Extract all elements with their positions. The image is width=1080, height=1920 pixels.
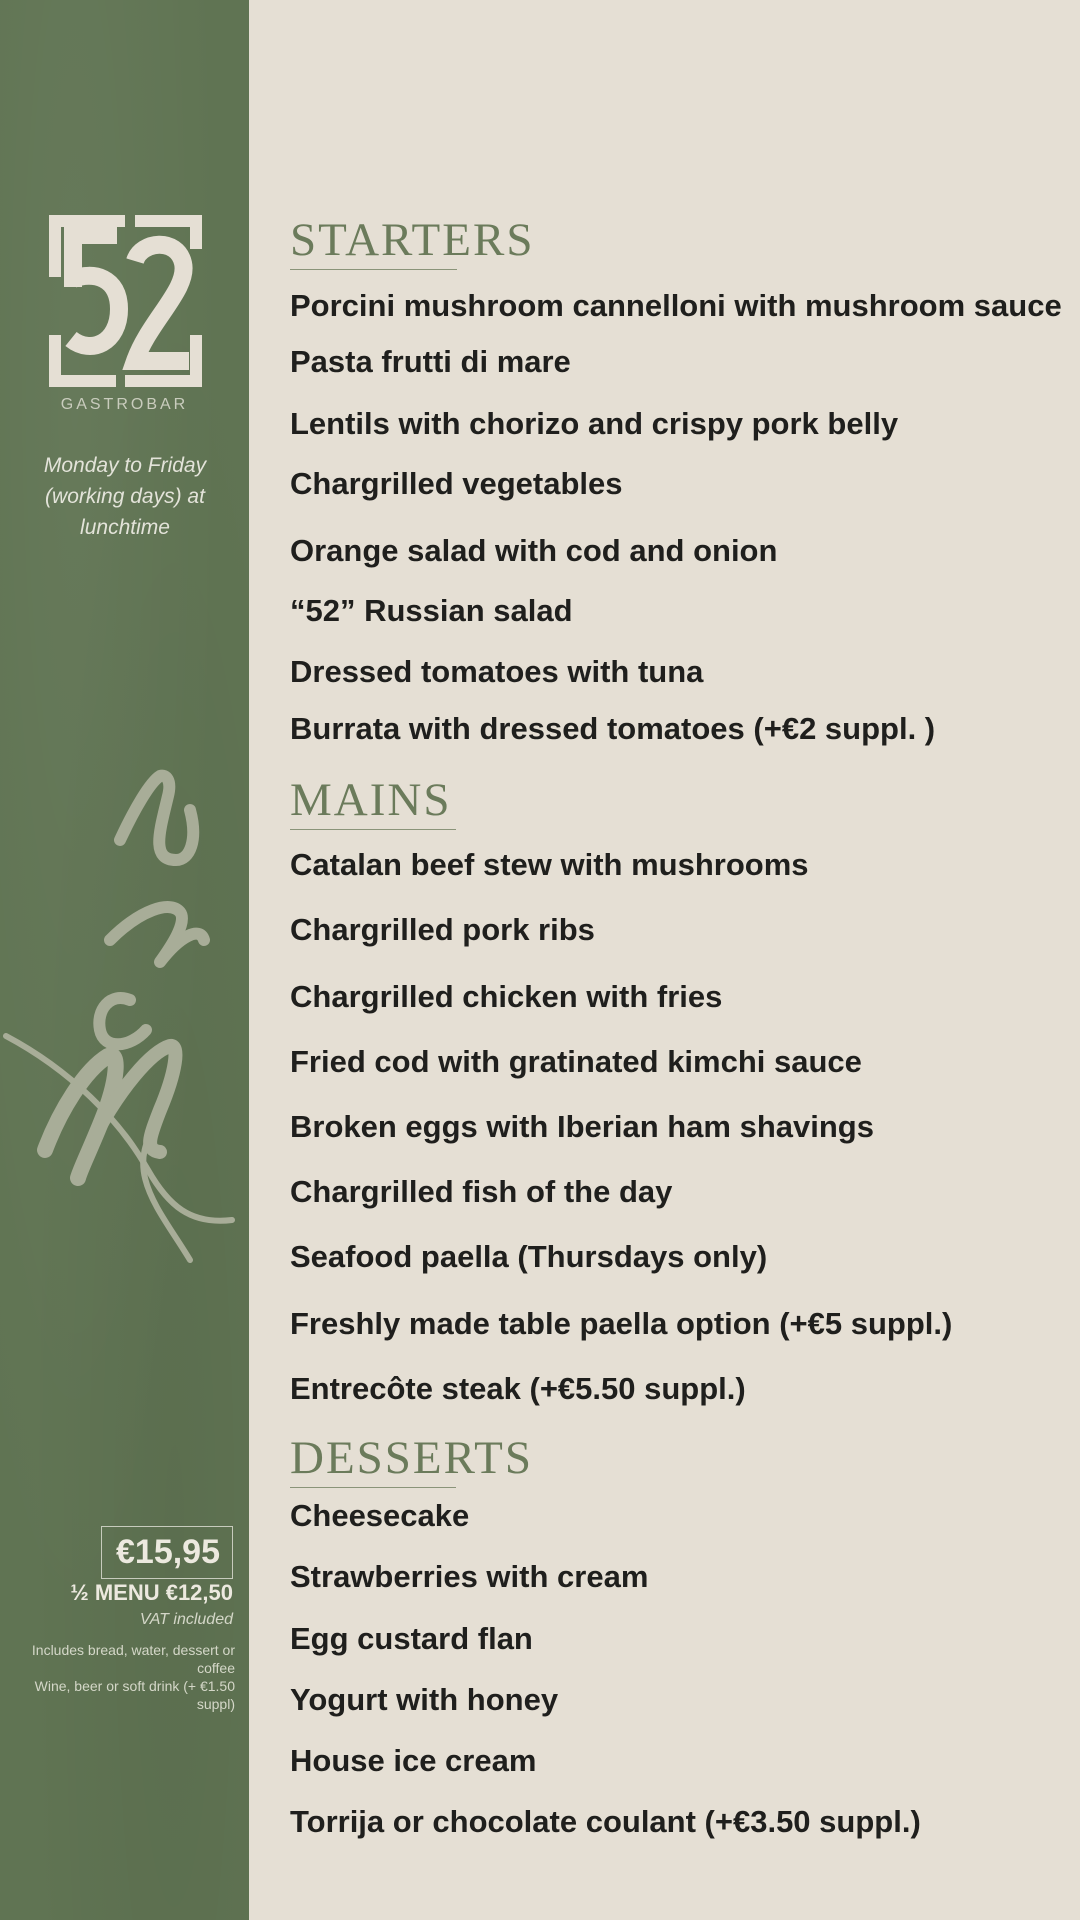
schedule-text: Monday to Friday (working days) at lunchtime <box>43 454 207 539</box>
menu-script-title <box>0 700 249 1300</box>
menu-item: Entrecôte steak (+€5.50 suppl.) <box>290 1371 746 1406</box>
menu-item: Cheesecake <box>290 1498 470 1533</box>
logo <box>49 215 202 387</box>
menu-item: House ice cream <box>290 1743 537 1778</box>
menu-item: Orange salad with cod and onion <box>290 533 778 568</box>
half-menu-price: ½ MENU €12,50 <box>70 1580 233 1605</box>
sidebar <box>0 0 249 1920</box>
vat-note: VAT included <box>139 1611 233 1628</box>
menu-item: Freshly made table paella option (+€5 suppl.) <box>290 1306 953 1341</box>
menu-item: Seafood paella (Thursdays only) <box>290 1239 768 1274</box>
price-badge: €15,95 <box>101 1526 233 1579</box>
menu-item: Fried cod with gratinated kimchi sauce <box>290 1044 862 1079</box>
section-title-desserts <box>290 1433 533 1483</box>
includes-note <box>20 1641 235 1713</box>
logo-caption: GASTROBAR <box>60 396 189 413</box>
menu-item: Dressed tomatoes with tuna <box>290 654 704 689</box>
menu-item: Torrija or chocolate coulant (+€3.50 suppl.) <box>290 1804 921 1839</box>
menu-item: Yogurt with honey <box>290 1682 559 1717</box>
menu-item: Lentils with chorizo and crispy pork belly <box>290 406 899 441</box>
includes-line: Wine, beer or soft drink (+ €1.50 suppl) <box>34 1678 235 1712</box>
menu-item: Chargrilled chicken with fries <box>290 979 723 1014</box>
section-title-text: DESSERTS <box>290 1432 534 1484</box>
menu-item: Chargrilled fish of the day <box>290 1174 673 1209</box>
menu-item: Burrata with dressed tomatoes (+€2 suppl. ) <box>290 711 936 746</box>
section-divider <box>290 269 457 270</box>
menu-item: Broken eggs with Iberian ham shavings <box>290 1109 874 1144</box>
section-divider <box>290 1487 456 1488</box>
menu-item: Strawberries with cream <box>290 1559 649 1594</box>
section-divider <box>290 829 456 830</box>
section-title-starters <box>290 215 534 265</box>
menu-item: Egg custard flan <box>290 1621 533 1656</box>
menu-item: Pasta frutti di mare <box>290 344 571 379</box>
includes-line: Includes bread, water, dessert or coffee <box>31 1642 235 1676</box>
menu-item: Porcini mushroom cannelloni with mushroom sauce <box>290 288 1062 323</box>
menu-item: “52” Russian salad <box>290 593 573 628</box>
logo-52-mark <box>49 215 202 387</box>
section-title-mains <box>290 775 451 825</box>
menu-item: Chargrilled pork ribs <box>290 912 595 947</box>
menu-item: Chargrilled vegetables <box>290 466 623 501</box>
section-title-text: MAINS <box>290 774 452 826</box>
menu-item: Catalan beef stew with mushrooms <box>290 847 809 882</box>
section-title-text: STARTERS <box>290 214 535 266</box>
